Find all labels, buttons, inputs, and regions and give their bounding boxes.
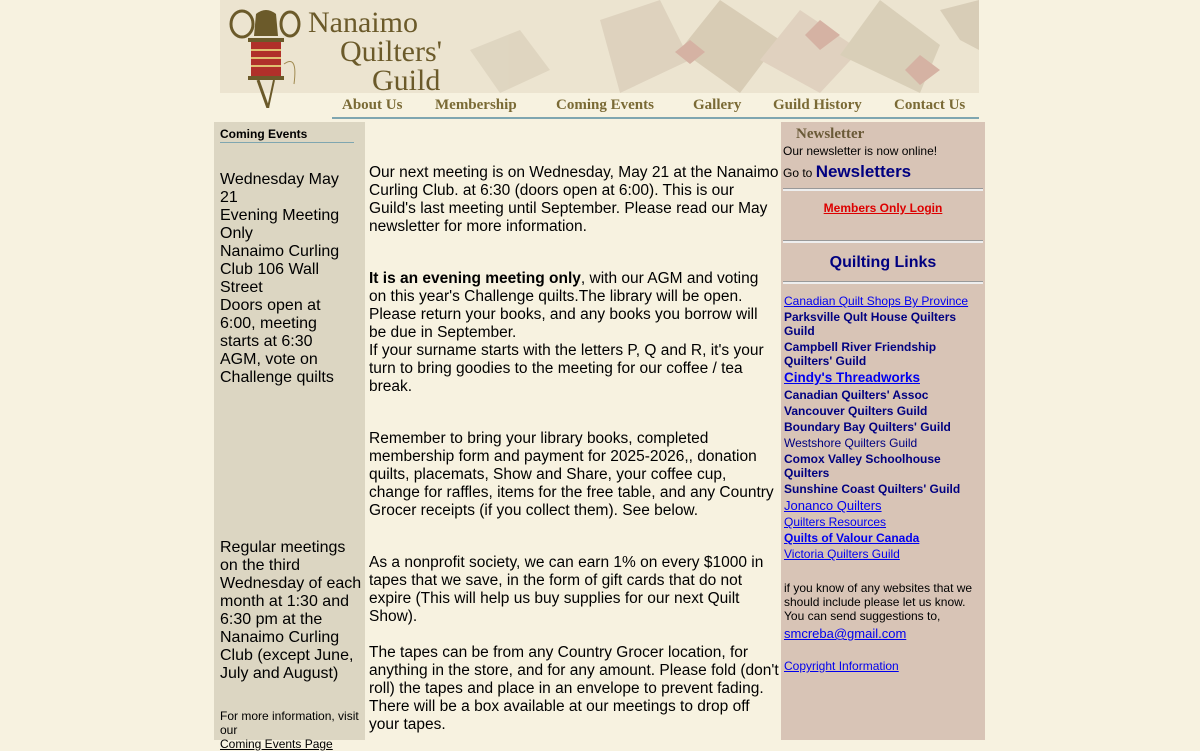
link-sunshine-coast[interactable]: Sunshine Coast Quilters' Guild <box>784 482 961 496</box>
coming-events-heading: Coming Events <box>220 127 354 143</box>
newsletter-heading: Newsletter <box>796 126 865 142</box>
nav-membership[interactable]: Membership <box>435 97 517 113</box>
nav-contact-us[interactable]: Contact Us <box>894 97 966 113</box>
nav-guild-history[interactable]: Guild History <box>773 97 862 113</box>
quilting-links-heading: Quilting Links <box>829 254 937 271</box>
event-agenda: AGM, vote on Challenge quilts <box>220 351 334 386</box>
evening-meeting-paragraph <box>369 270 779 342</box>
quilting-links-list <box>784 294 980 563</box>
event-type: Evening Meeting Only <box>220 207 340 242</box>
nav-gallery[interactable]: Gallery <box>693 97 742 113</box>
main-nav <box>220 93 979 119</box>
nav-about-us[interactable]: About Us <box>342 97 403 113</box>
link-canadian-quilt-shops[interactable]: Canadian Quilt Shops By Province <box>784 294 969 308</box>
logo-line-3: Guild <box>372 64 441 93</box>
link-victoria-quilters[interactable]: Victoria Quilters Guild <box>784 547 900 561</box>
newsletter-online-text: Our newsletter is now online! <box>783 144 938 158</box>
suggestion-email-link[interactable]: smcreba@gmail.com <box>784 626 907 641</box>
link-cindys-threadworks[interactable]: Cindy's Threadworks <box>784 370 920 385</box>
nonprofit-paragraph: As a nonprofit society, we can earn 1% on every $1000 in tapes that we save, in the form of gift cards that do not expire (This will help us buy supplies for our next Quilt Show). <box>369 554 764 625</box>
copyright-link[interactable]: Copyright Information <box>784 659 899 673</box>
divider <box>783 281 983 284</box>
next-event-details <box>220 171 360 387</box>
site-logo-text[interactable] <box>308 8 442 93</box>
newsletter-goto <box>783 162 911 182</box>
meeting-announcement: Our next meeting is on Wednesday, May 21 at the Nanaimo Curling Club. at 6:30 (doors open at 6:00). This is our Guild's last meeting until September. Please read our May newsletter for more information. <box>369 164 779 235</box>
more-info-text: For more information, visit our <box>220 709 359 737</box>
site-header <box>220 0 979 93</box>
tapes-paragraph: The tapes can be from any Country Grocer location, for anything in the store, and for any amount. Please fold (don't roll) the tapes and place in an envelope to prevent fading. There will be a box available at our meetings to drop off your tapes. <box>369 644 779 733</box>
suggest-websites-text: if you know of any websites that we should include please let us know. You can send suggestions to, <box>784 581 973 623</box>
logo-line-2: Quilters' <box>340 35 443 68</box>
divider <box>783 240 983 243</box>
link-quilts-of-valour[interactable]: Quilts of Valour Canada <box>784 531 920 545</box>
reminder-paragraph: Remember to bring your library books, completed membership form and payment for 2025-2026,, donation quilts, placemats, Show and Share, your coffee cup, change for raffles, items for the free table, and any Country Grocer receipts (if you collect them). See below. <box>369 430 774 519</box>
members-only-login-link[interactable]: Members Only Login <box>823 201 943 215</box>
nav-coming-events[interactable]: Coming Events <box>556 97 654 113</box>
link-boundary-bay[interactable]: Boundary Bay Quilters' Guild <box>784 420 951 434</box>
regular-meetings-info: Regular meetings on the third Wednesday of each month at 1:30 and 6:30 pm at the Nanaimo Curling Club (except June, July and August) <box>220 539 362 682</box>
logo-line-1: Nanaimo <box>308 6 418 39</box>
link-quilters-resources[interactable]: Quilters Resources <box>784 515 887 529</box>
goto-prefix: Go to <box>783 166 813 180</box>
main-content <box>369 164 779 734</box>
link-campbell-river[interactable]: Campbell River Friendship Quilters' Guild <box>784 340 937 368</box>
link-jonanco[interactable]: Jonanco Quilters <box>784 498 882 513</box>
link-comox-valley[interactable]: Comox Valley Schoolhouse Quilters <box>784 452 941 480</box>
more-info <box>220 709 362 751</box>
evening-meeting-text: , with our AGM and voting on this year's Challenge quilts.The library will be open. Please return your books, and any books you borrow will be due in September. <box>369 270 759 341</box>
left-sidebar <box>214 122 365 751</box>
newsletters-link[interactable]: Newsletters <box>815 162 912 181</box>
goodies-paragraph: If your surname starts with the letters P, Q and R, it's your turn to bring goodies to the meeting for our coffee / tea break. <box>369 342 764 395</box>
link-parksville-quilt-house[interactable]: Parksville Qult House Quilters Guild <box>784 310 957 338</box>
evening-meeting-emphasis: It is an evening meeting only <box>369 270 581 287</box>
event-date: Wednesday May 21 <box>220 171 339 206</box>
coming-events-page-link[interactable]: Coming Events Page <box>220 737 333 751</box>
event-location: Nanaimo Curling Club 106 Wall Street <box>220 243 340 296</box>
link-westshore[interactable]: Westshore Quilters Guild <box>784 436 918 450</box>
link-vancouver-quilters[interactable]: Vancouver Quilters Guild <box>784 404 928 418</box>
event-times: Doors open at 6:00, meeting starts at 6:30 <box>220 297 321 350</box>
link-canadian-quilters-assoc[interactable]: Canadian Quilters' Assoc <box>784 388 929 402</box>
divider <box>783 188 983 191</box>
nav-underline-divider <box>332 117 979 119</box>
right-sidebar <box>781 122 985 740</box>
